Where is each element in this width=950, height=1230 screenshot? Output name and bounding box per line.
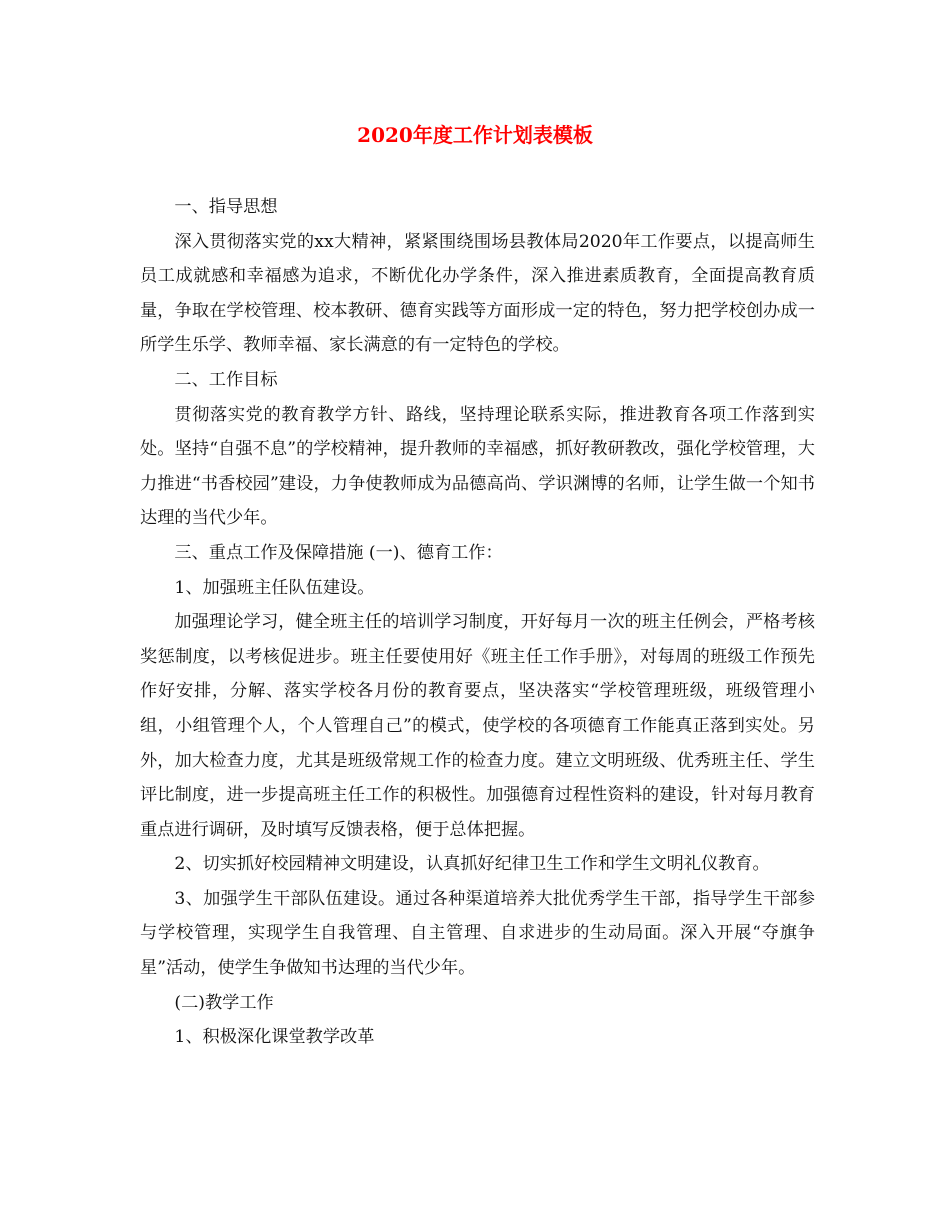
heading-work-goals: 二、工作目标 [174, 369, 278, 390]
document-title: 2020年度工作计划表模板 [357, 123, 593, 147]
paragraph-work-goals: 贯彻落实党的教育教学方针、路线，坚持理论联系实际，推进教育各项工作落到实处。坚持“自强不息”的学校精神，提升教师的幸福感，抓好教研教改，强化学校管理，大力推进“书香校园”建设，力争使教师成为品德高尚、学识渊博的名师，让学生做一个知书达理的当代少年。 [140, 404, 815, 529]
item-campus-civilization: 2、切实抓好校园精神文明建设，认真抓好纪律卫生工作和学生文明礼仪教育。 [174, 854, 770, 875]
item-student-cadres: 3、加强学生干部队伍建设。通过各种渠道培养大批优秀学生干部，指导学生干部参与学校管理，实现学生自我管理、自主管理、自求进步的生动局面。深入开展“夺旗争星”活动，使学生争做知书达理的当代少年。 [140, 888, 815, 979]
heading-key-work: 三、重点工作及保障措施 (一)、德育工作： [174, 542, 503, 563]
heading-teaching-work: (二)教学工作 [174, 992, 274, 1013]
document-body [140, 190, 815, 1055]
heading-guiding-ideology: 一、指导思想 [174, 197, 278, 217]
item-classroom-reform: 1、积极深化课堂教学改革 [174, 1027, 375, 1048]
item-class-teacher-team: 1、加强班主任队伍建设。 [174, 577, 375, 598]
paragraph-guiding-ideology: 深入贯彻落实党的xx大精神，紧紧围绕围场县教体局2020年工作要点，以提高师生员工成就感和幸福感为追求，不断优化办学条件，深入推进素质教育，全面提高教育质量，争取在学校管理、校本教研、德育实践等方面形成一定的特色，努力把学校创办成一所学生乐学、教师幸福、家长满意的有一定特色的学校。 [140, 231, 815, 356]
paragraph-class-teacher-team: 加强理论学习，健全班主任的培训学习制度，开好每月一次的班主任例会，严格考核奖惩制度，以考核促进步。班主任要使用好《班主任工作手册》，对每周的班级工作预先作好安排，分解、落实学校各月份的教育要点，坚决落实“学校管理班级，班级管理小组，小组管理个人，个人管理自己”的模式，使学校的各项德育工作能真正落到实处。另外，加大检查力度，尤其是班级常规工作的检查力度。建立文明班级、优秀班主任、学生评比制度，进一步提高班主任工作的积极性。加强德育过程性资料的建设，针对每月教育重点进行调研，及时填写反馈表格，便于总体把握。 [140, 612, 815, 840]
